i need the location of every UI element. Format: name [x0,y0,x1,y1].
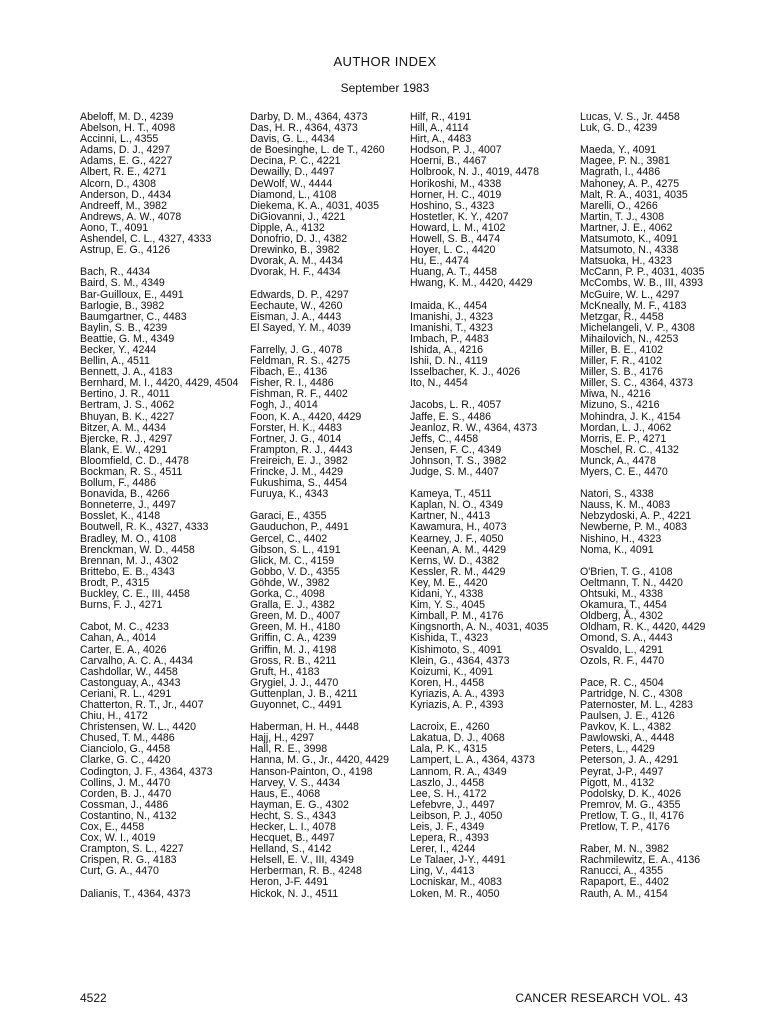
author-entry: Moschel, R. C., 4132 [580,443,679,456]
author-entry: Curt, G. A., 4470 [80,865,159,878]
author-entry: Green, M. H., 4180 [250,621,341,634]
author-entry: Edwards, D. P., 4297 [250,288,349,301]
author-entry: Matsuoka, H., 4323 [580,255,672,268]
page-number: 4522 [80,991,107,1005]
author-entry: Jeanloz, R. W., 4364, 4373 [410,421,538,434]
author-entry: Michelangeli, V. P., 4308 [580,321,695,334]
author-entry: Barlogie, B., 3982 [80,299,165,312]
author-entry: Bennett, J. A., 4183 [80,366,173,379]
author-entry: Ranucci, A., 4355 [580,865,664,878]
author-entry: Gercel, C., 4402 [250,532,328,545]
author-entry: Gorka, C., 4098 [250,588,325,601]
author-entry: Haus, E., 4068 [250,787,321,800]
author-entry: Luk, G. D., 4239 [580,122,658,135]
author-entry: Beattie, G. M., 4349 [80,332,175,345]
author-entry: Hu, E., 4474 [410,255,469,268]
author-entry: Le Talaer, J-Y., 4491 [410,854,506,867]
author-entry: Hanson-Painton, O., 4198 [250,765,373,778]
author-entry: Ceriani, R. L., 4291 [80,687,172,700]
author-entry: Miller, B. E., 4102 [580,343,664,356]
author-entry: Miller, S. B., 4176 [580,366,664,379]
author-entry: Pretlow, T. G., II, 4176 [580,809,685,822]
author-entry: Jeffs, C., 4458 [410,432,479,445]
author-entry: Miller, S. C., 4364, 4373 [580,377,694,390]
author-column-2 [250,112,389,900]
author-entry: Hecht, S. S., 4343 [250,809,336,822]
author-entry: Forster, H. K., 4483 [250,421,342,434]
page-subtitle: September 1983 [340,81,430,95]
author-entry: Garaci, E., 4355 [250,510,327,523]
author-entry: Frampton, R. J., 4443 [250,443,353,456]
author-entry: Lepera, R., 4393 [410,832,489,845]
author-entry: Kim, Y. S., 4045 [410,599,485,612]
author-entry: Horikoshi, M., 4338 [410,177,502,190]
author-entry: Lampert, L. A., 4364, 4373 [410,754,535,767]
author-entry: Freireich, E. J., 3982 [250,454,348,467]
author-entry: Jacobs, L. R., 4057 [410,399,502,412]
author-entry: Baylin, S. B., 4239 [80,321,168,334]
author-entry: Jaffe, E. S., 4486 [410,410,492,423]
author-entry: Gauduchon, P., 4491 [250,521,349,534]
author-entry: McGuire, W. L., 4297 [580,288,680,301]
author-entry: Brenckman, W. D., 4458 [80,543,195,556]
author-entry: Hecquet, B., 4497 [250,832,335,845]
author-entry: Guttenplan, J. B., 4211 [250,687,358,700]
author-entry: Foon, K. A., 4420, 4429 [250,410,362,423]
author-entry [250,278,389,289]
author-entry: Kearney, J. F., 4050 [410,532,504,545]
author-entry: Guyonnet, C., 4491 [250,698,342,711]
author-entry: Burns, F. J., 4271 [80,599,163,612]
author-entry: Abelson, H. T., 4098 [80,122,176,135]
author-entry: Buckley, C. E., III, 4458 [80,588,190,601]
author-entry: Keenan, A. M., 4429 [410,543,507,556]
author-entry: Brittebo, E. B., 4343 [80,565,175,578]
author-entry: Fibach, E., 4136 [250,366,328,379]
author-entry: Partridge, N. C., 4308 [580,687,683,700]
author-entry: Hodson, P. J., 4007 [410,144,502,157]
author-entry: Bhuyan, B. K., 4227 [80,410,175,423]
author-entry: Chused, T. M., 4486 [80,732,175,745]
author-entry: Bach, R., 4434 [80,266,151,279]
author-entry: Miwa, N., 4216 [580,388,651,401]
author-entry: Brodt, P., 4315 [80,576,150,589]
author-entry: Lakatua, D. J., 4068 [410,732,505,745]
author-column-4 [580,112,705,900]
author-entry: Peterson, J. A., 4291 [580,754,679,767]
author-entry: Nishino, H., 4323 [580,532,662,545]
author-column-1 [80,112,238,900]
author-entry: Kishimoto, S., 4091 [410,643,502,656]
author-entry: Carvalho, A. C. A., 4434 [80,654,194,667]
author-entry: Nebzydoski, A. P., 4221 [580,510,692,523]
author-entry: Hecker, L. I., 4078 [250,821,336,833]
author-entry: Cox, W. I., 4019 [80,832,156,845]
author-entry: Loken, M. R., 4050 [410,887,500,900]
author-entry: Oeltmann, T. N., 4420 [580,576,683,589]
author-entry: Kerns, W. D., 4382 [410,554,499,567]
author-entry: Oldham, R. K., 4420, 4429 [580,621,706,634]
author-entry: Green, M. D., 4007 [250,610,341,623]
author-entry: Matsumoto, N., 4338 [580,244,679,257]
author-entry: Maeda, Y., 4091 [580,144,657,157]
author-entry: Carter, E. A., 4026 [80,643,167,656]
author-entry: Kartner, N., 4413 [410,510,491,523]
author-entry: Diamond, L., 4108 [250,188,337,201]
author-entry: Hill, A., 4114 [410,122,469,135]
author-entry: Helsell, E. V., III, 4349 [250,854,354,867]
author-entry: Johnson, T. S., 3982 [410,454,507,467]
author-entry: Pace, R. C., 4504 [580,676,664,689]
author-entry: Natori, S., 4338 [580,488,654,501]
author-entry: Bradley, M. O., 4108 [80,532,177,545]
author-entry: Kessler, R. M., 4429 [410,565,506,578]
author-entry: Peters, L., 4429 [580,743,655,756]
author-entry: Raber, M. N., 3982 [580,843,669,856]
author-entry: Pigott, M., 4132 [580,776,655,789]
author-entry: Bellin, A., 4511 [80,355,150,368]
author-entry: Hoyer, L. C., 4420 [410,244,496,257]
author-entry: Fishman, R. F., 4402 [250,388,348,401]
author-entry: Mahoney, A. P., 4275 [580,177,680,190]
author-entry: Griffin, C. A., 4239 [250,632,337,645]
author-entry: Matsumoto, K., 4091 [580,233,678,246]
author-entry: Munck, A., 4478 [580,454,656,467]
author-entry: Hoshino, S., 4323 [410,199,495,212]
author-entry: Hanna, M. G., Jr., 4420, 4429 [250,754,389,767]
author-entry: Rauth, A. M., 4154 [580,887,668,900]
author-entry: Kidani, Y., 4338 [410,588,484,601]
author-entry: Becker, Y., 4244 [80,343,157,356]
author-entry: Baird, S. M., 4349 [80,277,165,290]
author-entry: Hayman, E. G., 4302 [250,798,349,811]
author-entry: Osvaldo, L., 4291 [580,643,664,656]
author-entry: Decina, P. C., 4221 [250,155,341,168]
author-entry: Hilf, R., 4191 [410,111,472,123]
author-entry: Dvorak, A. M., 4434 [250,255,344,268]
author-entry: Fisher, R. I., 4486 [250,377,334,390]
author-entry: Mordan, L. J., 4062 [580,421,672,434]
author-entry: Ashendel, C. L., 4327, 4333 [80,233,212,246]
author-entry: Peyrat, J-P., 4497 [580,765,664,778]
author-entry: Dalianis, T., 4364, 4373 [80,887,191,900]
author-entry: Pawlowski, A., 4448 [580,732,675,745]
author-entry: Glick, M. C., 4159 [250,554,335,567]
author-entry: Horner, H. C., 4019 [410,188,502,201]
author-entry: Hostetler, K. Y., 4207 [410,210,509,223]
author-entry: Grygiel, J. J., 4470 [250,676,339,689]
author-entry: Imanishi, J., 4323 [410,310,494,323]
author-entry: Cox, E., 4458 [80,821,145,833]
author-entry: Harvey, V. S., 4434 [250,776,341,789]
author-entry: Howell, S. B., 4474 [410,233,501,246]
author-column-3 [410,112,548,900]
author-entry: Cashdollar, W., 4458 [80,665,178,678]
author-entry: Bosslet, K., 4148 [80,510,161,523]
author-entry: Cabot, M. C., 4233 [80,621,169,634]
author-entry: Diekema, K. A., 4031, 4035 [250,199,379,212]
author-entry: Bernhard, M. I., 4420, 4429, 4504 [80,377,239,390]
author-entry: Davis, G. L., 4434 [250,133,335,146]
author-entry: Leibson, P. J., 4050 [410,809,503,822]
author-entry: Collins, J. M., 4470 [80,776,171,789]
author-entry: Marelli, O., 4266 [580,199,658,212]
author-entry: Boutwell, R. K., 4327, 4333 [80,521,209,534]
author-entry: Leis, J. F., 4349 [410,821,485,833]
author-entry: Farrelly, J. G., 4078 [250,343,343,356]
author-entry: Accinni, L., 4355 [80,133,159,146]
author-entry: Noma, K., 4091 [580,543,654,556]
author-entry: Jensen, F. C., 4349 [410,443,502,456]
author-entry: Kishida, T., 4323 [410,632,489,645]
author-entry: Premrov, M. G., 4355 [580,798,681,811]
author-entry: Heron, J-F. 4491 [250,876,329,889]
author-entry: Donofrio, D. J., 4382 [250,233,348,246]
author-entry: Hoerni, B., 4467 [410,155,487,168]
author-entry: Pretlow, T. P., 4176 [580,821,670,833]
author-entry: Ishii, D. N., 4119 [410,355,488,368]
author-entry: Magrath, I., 4486 [580,166,661,179]
author-entry: Codington, J. F., 4364, 4373 [80,765,213,778]
author-entry: Astrup, E. G., 4126 [80,244,171,257]
author-entry: Gobbo, V. D., 4355 [250,565,340,578]
author-entry: Fortner, J. G., 4014 [250,432,342,445]
author-entry: Key, M. E., 4420 [410,576,488,589]
author-entry: Bertino, J. R., 4011 [80,388,170,401]
author-entry: Laszlo, J., 4458 [410,776,485,789]
author-entry: Kawamura, H., 4073 [410,521,507,534]
author-entry: Eechaute, W., 4260 [250,299,343,312]
author-entry: Koren, H., 4458 [410,676,485,689]
author-entry: Drewinko, B., 3982 [250,244,340,257]
author-entry: El Sayed, Y. M., 4039 [250,321,351,334]
author-entry: Griffin, M. J., 4198 [250,643,337,656]
author-entry: Lala, P. K., 4315 [410,743,487,756]
author-entry: Furuya, K., 4343 [250,488,329,501]
author-entry: Helland, S., 4142 [250,843,332,856]
author-entry: DeWolf, W., 4444 [250,177,333,190]
author-entry: Bjercke, R. J., 4297 [80,432,173,445]
author-entry: de Boesinghe, L. de T., 4260 [250,144,385,157]
author-entry: Gross, R. B., 4211 [250,654,337,667]
author-entry: Huang, A. T., 4458 [410,266,497,279]
author-entry: Malt, R. A., 4031, 4035 [580,188,688,201]
author-entry: McCann, P. P., 4031, 4035 [580,266,705,279]
author-entry: Aono, T., 4091 [80,221,149,234]
author-entry: Kingsnorth, A. N., 4031, 4035 [410,621,549,634]
author-entry: Klein, G., 4364, 4373 [410,654,510,667]
author-entry: Abeloff, M. D., 4239 [80,111,174,123]
author-entry: Ozols, R. F., 4470 [580,654,665,667]
page-title: AUTHOR INDEX [333,54,437,69]
author-entry: Gruft, H., 4183 [250,665,320,678]
author-entry: Lefebvre, J., 4497 [410,798,495,811]
author-entry: Crampton, S. L., 4227 [80,843,184,856]
author-entry: Gibson, S. L., 4191 [250,543,341,556]
author-entry: Rapaport, E., 4402 [580,876,669,889]
author-entry: Paternoster, M. L., 4283 [580,698,694,711]
author-entry: Okamura, T., 4454 [580,599,667,612]
author-entry: Adams, D. J., 4297 [80,144,171,157]
author-entry: Hirt, A., 4483 [410,133,472,146]
author-entry: Bollum, F., 4486 [80,477,156,490]
author-entry: Nauss, K. M., 4083 [580,499,671,512]
author-entry: Newberne, P. M., 4083 [580,521,687,534]
author-entry: Metzgar, R., 4458 [580,310,664,323]
author-entry: Anderson, D., 4434 [80,188,172,201]
author-entry: Miller, F. R., 4102 [580,355,662,368]
author-entry: Clarke, G. C., 4420 [80,754,171,767]
author-entry: Isselbacher, K. J., 4026 [410,366,521,379]
author-entry: Castonguay, A., 4343 [80,676,181,689]
author-entry: Dvorak, H. F., 4434 [250,266,341,279]
author-entry: Göhde, W., 3982 [250,576,330,589]
author-entry: Bonneterre, J., 4497 [80,499,176,512]
author-entry: Mizuno, S., 4216 [580,399,660,412]
author-entry: Haberman, H. H., 4448 [250,721,359,734]
author-entry: Dipple, A., 4132 [250,221,325,234]
author-entry: Ito, N., 4454 [410,377,468,390]
author-entry: Holbrook, N. J., 4019, 4478 [410,166,539,179]
author-entry: Lerer, I., 4244 [410,843,476,856]
author-entry: Fogh, J., 4014 [250,399,318,412]
author-entry: Cahan, A., 4014 [80,632,156,645]
author-entry: Kaplan, N. O., 4349 [410,499,504,512]
author-entry: Ohtsuki, M., 4338 [580,588,664,601]
author-entry: Omond, S. A., 4443 [580,632,673,645]
author-entry: Hwang, K. M., 4420, 4429 [410,277,533,290]
author-entry: Kyriazis, A. A., 4393 [410,687,505,700]
author-entry: Imanishi, T., 4323 [410,321,493,334]
author-entry: Brennan, M. J., 4302 [80,554,179,567]
author-entry: McKneally, M. F., 4183 [580,299,687,312]
author-entry: DiGiovanni, J., 4221 [250,210,346,223]
author-entry: Ishida, A., 4216 [410,343,484,356]
author-entry: Corden, B. J., 4470 [80,787,172,800]
author-entry: Crispen, R. G., 4183 [80,854,177,867]
author-entry: Bonavida, B., 4266 [80,488,170,501]
author-entry: Martner, J. E., 4062 [580,221,673,234]
author-entry: Blank, E. W., 4291 [80,443,168,456]
author-entry: Rachmilewitz, E. A., 4136 [580,854,701,867]
author-entry: Judge, S. M., 4407 [410,466,499,478]
author-entry: Bertram, J. S., 4062 [80,399,175,412]
author-entry: Baumgartner, C., 4483 [80,310,187,323]
author-entry: Christensen, W. L., 4420 [80,721,197,734]
author-entry: Bitzer, A. M., 4434 [80,421,166,434]
author-entry: Paulsen, J. E., 4126 [580,710,675,723]
author-entry: Pavkov, K. L., 4382 [580,721,672,734]
author-entry: Myers, C. E., 4470 [580,466,668,478]
author-entry: Hickok, N. J., 4511 [250,887,339,900]
author-entry: Podolsky, D. K., 4026 [580,787,682,800]
author-entry: Hajj, H., 4297 [250,732,315,745]
author-entry: Ling, V., 4413 [410,865,475,878]
author-entry: Bockman, R. S., 4511 [80,466,183,478]
author-entry: Costantino, N., 4132 [80,809,177,822]
author-entry: Andrews, A. W., 4078 [80,210,182,223]
author-entry: Gralla, E. J., 4382 [250,599,335,612]
author-entry: Hall, R. E., 3998 [250,743,328,756]
author-entry: Locniskar, M., 4083 [410,876,502,889]
author-entry: Lannom, R. A., 4349 [410,765,507,778]
author-entry: Morris, E. P., 4271 [580,432,667,445]
author-entry: Imaida, K., 4454 [410,299,488,312]
author-entry: Fukushima, S., 4454 [250,477,348,490]
author-entry: Oldberg, Å., 4302 [580,610,664,623]
author-entry: Andreeff, M., 3982 [80,199,167,212]
author-entry: Mohindra, J. K., 4154 [580,410,681,423]
author-entry: Frincke, J. M., 4429 [250,466,344,478]
author-entry: Kimball, P. M., 4176 [410,610,504,623]
author-entry: O'Brien, T. G., 4108 [580,565,673,578]
author-entry: Lacroix, E., 4260 [410,721,490,734]
author-entry: Howard, L. M., 4102 [410,221,506,234]
author-entry: Das, H. R., 4364, 4373 [250,122,358,135]
author-entry: McCombs, W. B., III, 4393 [580,277,704,290]
author-entry: Chiu, H., 4172 [80,710,148,723]
author-entry: Adams, E. G., 4227 [80,155,173,168]
author-entry [80,877,238,888]
author-entry: Kameya, T., 4511 [410,488,492,501]
author-entry: Lee, S. H., 4172 [410,787,487,800]
author-entry: Kyriazis, A. P., 4393 [410,698,504,711]
author-entry: Imbach, P., 4483 [410,332,489,345]
author-entry: Dewailly, D., 4497 [250,166,335,179]
author-entry: Eisman, J. A., 4443 [250,310,342,323]
author-entry: Koizumi, K., 4091 [410,665,494,678]
author-entry: Bloomfield, C. D., 4478 [80,454,189,467]
author-entry: Herberman, R. B., 4248 [250,865,362,878]
author-entry: Chatterton, R. T., Jr., 4407 [80,698,204,711]
author-entry: Bar-Guilloux, E., 4491 [80,288,184,301]
journal-footer: CANCER RESEARCH VOL. 43 [515,991,688,1005]
author-entry: Magee, P. N., 3981 [580,155,670,168]
author-entry: Lucas, V. S., Jr. 4458 [580,111,680,123]
author-entry: Albert, R. E., 4271 [80,166,167,179]
author-entry: Mihailovich, N., 4253 [580,332,679,345]
author-entry: Feldman, R. S., 4275 [250,355,351,368]
author-entry [410,290,548,301]
author-entry: Darby, D. M., 4364, 4373 [250,111,368,123]
author-entry: Martin, T. J., 4308 [580,210,665,223]
author-entry: Cianciolo, G., 4458 [80,743,171,756]
author-entry: Cossman, J., 4486 [80,798,169,811]
author-entry: Alcorn, D., 4308 [80,177,156,190]
